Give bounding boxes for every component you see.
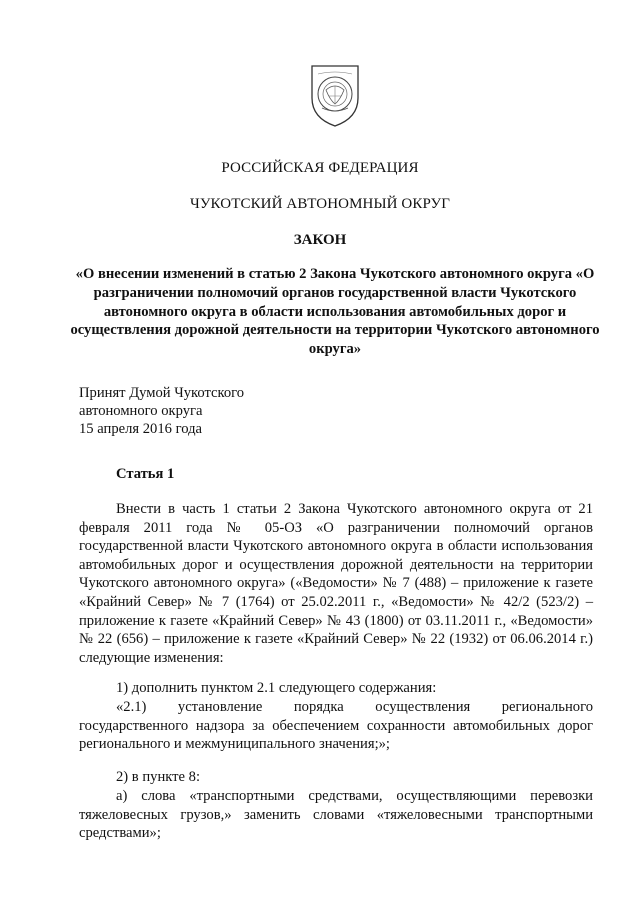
- item-1-paragraph: 1) дополнить пунктом 2.1 следующего содержания:: [116, 680, 437, 696]
- country-heading: РОССИЙСКАЯ ФЕДЕРАЦИЯ: [221, 160, 419, 176]
- chukotka-coat-of-arms-icon: [300, 60, 370, 130]
- adoption-info: [79, 384, 244, 438]
- article-intro-paragraph: Внести в часть 1 статьи 2 Закона Чукотского автономного округа от 21 февраля 2011 года № 05-ОЗ «О разграничении полномочий органов государственной власти Чукотского автономного округа в области использования автомобильных дорог и осуществления дорожной деятельности на территории Чукотского автономного округа» («Ведомости» № 7 (488) – приложение к газете «Крайний Север» № 7 (1764) от 25.02.2011 г., «Ведомости» № 42/2 (523/2) – приложение к газете «Крайний Север» № 43 (1800) от 03.11.2011 г., «Ведомости» № 22 (656) – приложение к газете «Крайний Север» № 22 (1932) от 06.06.2014 г.) следующие изменения:: [79, 501, 593, 666]
- region-heading: ЧУКОТСКИЙ АВТОНОМНЫЙ ОКРУГ: [189, 196, 451, 212]
- article-heading: Статья 1: [116, 466, 175, 482]
- document-type-heading: ЗАКОН: [293, 232, 347, 248]
- item-2-paragraph: 2) в пункте 8:: [116, 769, 201, 785]
- item-1-text-paragraph: «2.1) установление порядка осуществления регионального государственного надзора за обеспечением сохранности автомобильных дорог регионального и межмуниципального значения;»;: [79, 699, 593, 753]
- item-2a-paragraph: а) слова «транспортными средствами, осуществляющими перевозки тяжеловесных грузов,» заменить словами «тяжеловесными транспортными средствами»;: [79, 788, 593, 842]
- law-title: «О внесении изменений в статью 2 Закона Чукотского автономного округа «О разграничении полномочий органов государственной власти Чукотского автономного округа в области использования автомобильных дорог и осуществления дорожной деятельности на территории Чукотского автономного округа»: [70, 266, 600, 358]
- adoption-date: 15 апреля 2016 года: [79, 421, 202, 437]
- adoption-line-2: автономного округа: [79, 403, 203, 419]
- adoption-line-1: Принят Думой Чукотского: [79, 385, 245, 401]
